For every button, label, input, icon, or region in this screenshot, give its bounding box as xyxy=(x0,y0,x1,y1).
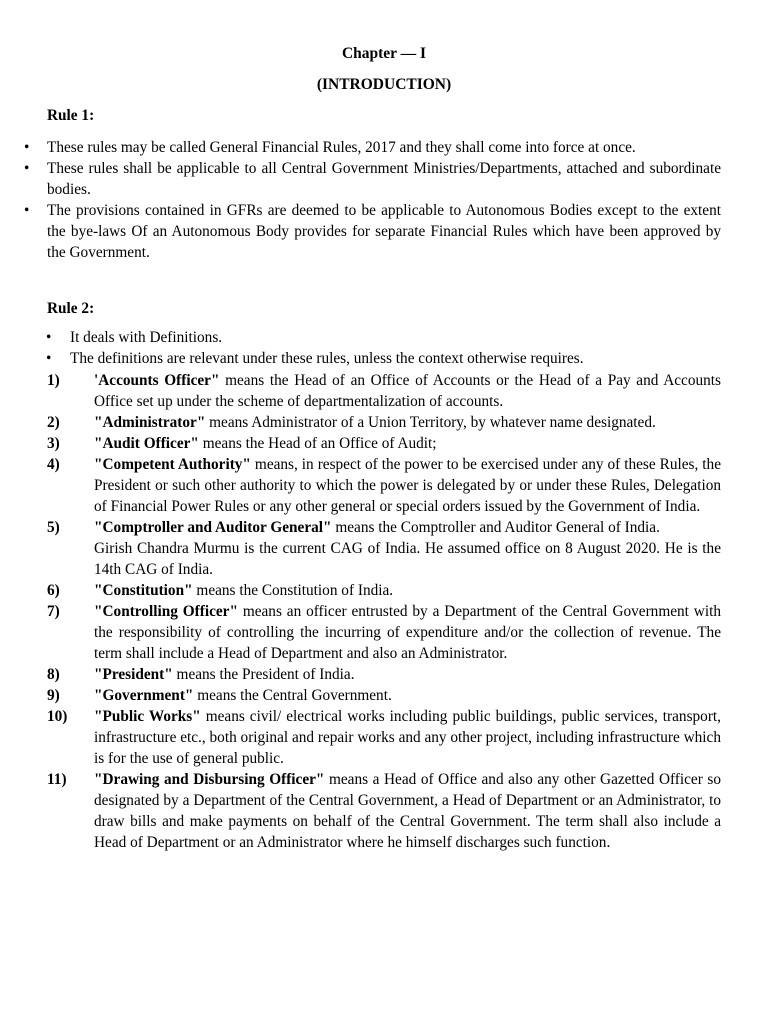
bullet-icon: • xyxy=(46,329,52,346)
definition-item xyxy=(47,769,721,853)
definition-item xyxy=(47,685,721,706)
definition-term: "Competent Authority" xyxy=(94,456,251,473)
definition-item xyxy=(47,370,721,412)
definition-term: 'Accounts Officer" xyxy=(94,372,220,389)
rule-1-heading: Rule 1: xyxy=(47,107,95,124)
definition-number: 5) xyxy=(47,519,60,536)
definition-term: "President" xyxy=(94,666,173,683)
bullet-icon: • xyxy=(46,350,52,367)
definition-text: means civil/ electrical works including public buildings, public services, transport, infrastructure etc., both original and repair works and any other project, including infrastructure which is for the use of general public. xyxy=(94,708,721,767)
definition-number: 9) xyxy=(47,687,60,704)
definition-term: "Constitution" xyxy=(94,582,193,599)
definition-number: 1) xyxy=(47,372,60,389)
definitions-list xyxy=(47,370,721,853)
rule-1-bullet: • These rules may be called General Financial Rules, 2017 and they shall come into force at once. xyxy=(24,139,636,156)
definition-item xyxy=(47,433,721,454)
definition-number: 2) xyxy=(47,414,60,431)
definition-term: "Public Works" xyxy=(94,708,201,725)
definition-number: 10) xyxy=(47,708,68,725)
definition-item xyxy=(47,517,721,580)
definition-term: "Government" xyxy=(94,687,194,704)
section-title: (INTRODUCTION) xyxy=(316,76,452,93)
bullet-icon: • xyxy=(24,139,30,156)
definition-text: means Administrator of a Union Territory, by whatever name designated. xyxy=(205,414,656,431)
definition-term: "Drawing and Disbursing Officer" xyxy=(94,771,325,788)
rule-2-bullet: • The definitions are relevant under these rules, unless the context otherwise requires. xyxy=(46,350,584,367)
definition-item xyxy=(47,412,721,433)
rule-1-bullet-list xyxy=(24,137,721,263)
definition-item xyxy=(47,580,721,601)
bullet-icon: • xyxy=(24,202,30,219)
definition-term: "Audit Officer" xyxy=(94,435,199,452)
definition-text: means an officer entrusted by a Department of the Central Government with the responsibility of controlling the incurring of expenditure and/or the collection of revenue. The term shall include a Head of Department and also an Administrator. xyxy=(94,603,721,662)
definition-item xyxy=(47,601,721,664)
definition-number: 3) xyxy=(47,435,60,452)
definition-text: means the Head of an Office of Accounts or the Head of a Pay and Accounts Office set up under the scheme of departmentalization of accounts. xyxy=(94,372,721,410)
rule-1-bullet: • These rules shall be applicable to all Central Government Ministries/Departments, attached and subordinate bodies. xyxy=(24,160,721,198)
rule-1-bullet: • The provisions contained in GFRs are deemed to be applicable to Autonomous Bodies except to the extent the bye-laws Of an Autonomous Body provides for separate Financial Rules which have been approved by the Government. xyxy=(24,202,721,261)
definition-text: means a Head of Office and also any other Gazetted Officer so designated by a Department of the Central Government, a Head of Department or an Administrator, to draw bills and make payments on behalf of the Central Government. The term shall also include a Head of Department or an Administrator where he himself discharges such function. xyxy=(94,771,721,851)
definition-term: "Administrator" xyxy=(94,414,206,431)
definition-term: "Controlling Officer" xyxy=(94,603,238,620)
definition-text: means the Constitution of India. xyxy=(192,582,394,599)
definition-text: means the President of India. xyxy=(172,666,355,683)
chapter-title: Chapter — I xyxy=(341,45,427,62)
definition-item xyxy=(47,454,721,517)
definition-text: means the Comptroller and Auditor General of India. xyxy=(331,519,660,536)
definition-item xyxy=(47,706,721,769)
definition-text: means the Head of an Office of Audit; xyxy=(198,435,437,452)
definition-term: "Comptroller and Auditor General" xyxy=(94,519,332,536)
bullet-icon: • xyxy=(24,160,30,177)
definition-number: 6) xyxy=(47,582,60,599)
rule-2-bullet-list xyxy=(46,327,721,369)
definition-number: 8) xyxy=(47,666,60,683)
definition-number: 4) xyxy=(47,456,60,473)
definition-note: Girish Chandra Murmu is the current CAG of India. He assumed office on 8 August 2020. He is the 14th CAG of India. xyxy=(94,540,721,578)
definition-number: 11) xyxy=(47,771,67,788)
definition-item xyxy=(47,664,721,685)
definition-text: means the Central Government. xyxy=(193,687,392,704)
rule-2-bullet: • It deals with Definitions. xyxy=(46,329,223,346)
definition-number: 7) xyxy=(47,603,60,620)
definition-text: means, in respect of the power to be exercised under any of these Rules, the President or such other authority to which the power is delegated by or under these Rules, Delegation of Financial Power Rules or any other general or special orders issued by the Government of India. xyxy=(94,456,721,515)
rule-2-heading: Rule 2: xyxy=(47,300,95,317)
